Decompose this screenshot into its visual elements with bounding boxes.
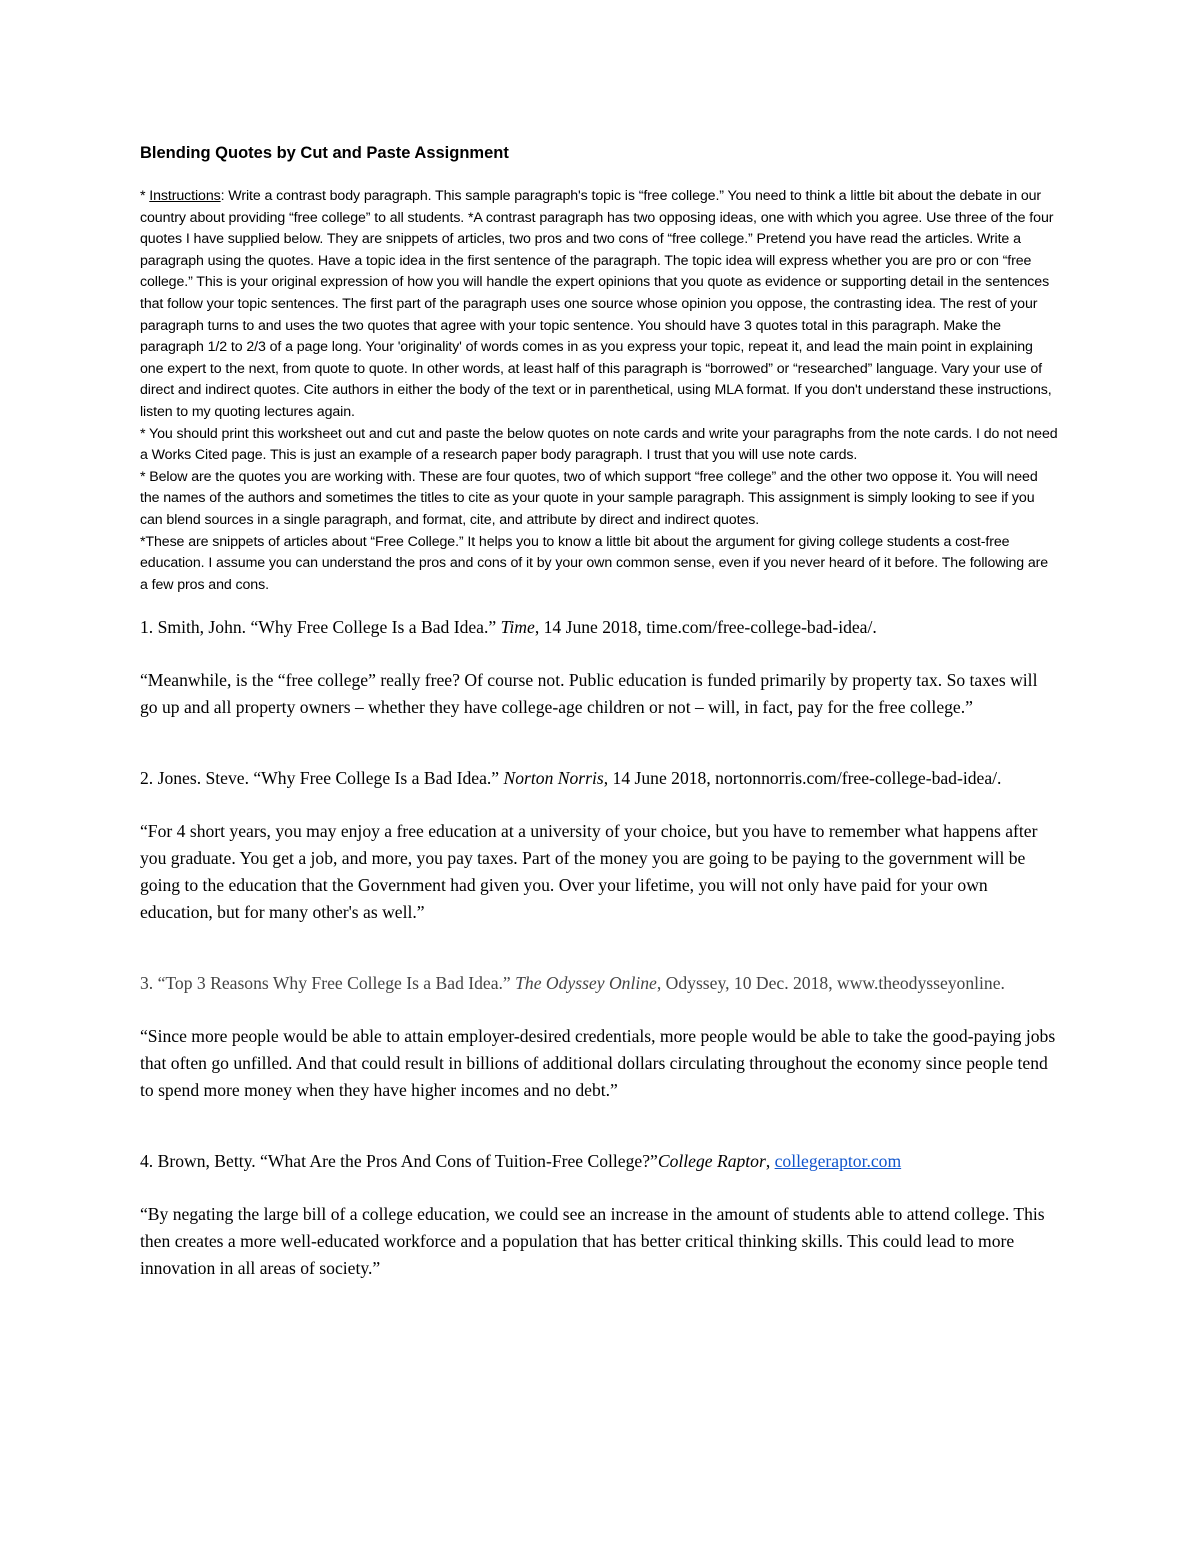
document-title: Blending Quotes by Cut and Paste Assignment bbox=[140, 144, 509, 162]
source-citation bbox=[140, 970, 1058, 997]
instructions-label: Instructions bbox=[149, 188, 221, 204]
source-item-2 bbox=[140, 765, 1058, 926]
source-citation bbox=[140, 614, 1058, 641]
citation-text: 2. Jones. Steve. “Why Free College Is a Bad Idea.” bbox=[140, 768, 504, 789]
document-page bbox=[140, 140, 1058, 1307]
source-citation bbox=[140, 1148, 1058, 1175]
source-quote: “Since more people would be able to attain employer-desired credentials, more people would be able to take the good-paying jobs that often go unfilled. And that could result in billions of additional dollars circulating throughout the economy since people tend to spend more money when they have higher incomes and no debt.” bbox=[140, 1026, 1056, 1101]
note-cards-paragraph: * You should print this worksheet out and cut and paste the below quotes on note cards and write your paragraphs from the note cards. I do not need a Works Cited page. This is just an example of a research paper body paragraph. I trust that you will use note cards. bbox=[140, 425, 1058, 464]
source-item-4 bbox=[140, 1148, 1058, 1282]
citation-text: 4. Brown, Betty. “What Are the Pros And Cons of Tuition-Free College?” bbox=[140, 1151, 658, 1172]
citation-text: 3. “Top 3 Reasons Why Free College Is a Bad Idea.” bbox=[140, 973, 516, 994]
instructions-section bbox=[140, 186, 1058, 596]
citation-publication: College Raptor bbox=[657, 1151, 766, 1172]
instructions-paragraph bbox=[140, 186, 1058, 424]
citation-details: , Odyssey, 10 Dec. 2018, www.theodysseyonline. bbox=[656, 973, 1005, 994]
source-quote: “By negating the large bill of a college education, we could see an increase in the amount of students able to attend college. This then creates a more well-educated workforce and a population that has better critical thinking skills. This could lead to more innovation in all areas of society.” bbox=[140, 1204, 1045, 1279]
instructions-text: : Write a contrast body paragraph. This sample paragraph's topic is “free college.” You need to think a little bit about the debate in our country about providing “free college” to all students. *A contrast paragraph has two opposing ideas, one with which you agree. Use three of the four quotes I have supplied below. They are snippets of articles, two pros and two cons of “free college.” Pretend you have read the articles. Write a paragraph using the quotes. Have a topic idea in the first sentence of the paragraph. The topic idea will express whether you are pro or con “free college.” This is your original expression of how you will handle the expert opinions that you quote as evidence or supporting detail in the sentences that follow your topic sentences. The first part of the paragraph uses one source whose opinion you oppose, the contrasting idea. The rest of your paragraph turns to and uses the two quotes that agree with your topic sentence. You should have 3 quotes total in this paragraph. Make the paragraph 1/2 to 2/3 of a page long. Your 'originality' of words comes in as you express your topic, repeat it, and lead the main point in explaining one expert to the next, from quote to quote. In other words, at least half of this paragraph is “borrowed” or “researched” language. Vary your use of direct and indirect quotes. Cite authors in either the body of the text or in parenthetical, using MLA format. If you don't understand these instructions, listen to my quoting lectures again. bbox=[140, 188, 1054, 420]
source-quote: “Meanwhile, is the “free college” really free? Of course not. Public education is funded primarily by property tax. So taxes will go up and all property owners – whether they have college-age children or not – will, in fact, pay for the free college.” bbox=[140, 670, 1038, 718]
citation-details: , 14 June 2018, time.com/free-college-bad-idea/. bbox=[534, 617, 877, 638]
citation-details: , 14 June 2018, nortonnorris.com/free-college-bad-idea/. bbox=[603, 768, 1002, 789]
citation-text: 1. Smith, John. “Why Free College Is a Bad Idea.” bbox=[140, 617, 501, 638]
bullet-prefix: * bbox=[140, 188, 150, 204]
sources-section bbox=[140, 614, 1058, 1282]
collegeraptor-link[interactable]: collegeraptor.com bbox=[774, 1151, 902, 1172]
citation-publication: Norton Norris bbox=[503, 768, 604, 789]
source-quote: “For 4 short years, you may enjoy a free education at a university of your choice, but you have to remember what happens after you graduate. You get a job, and more, you pay taxes. Part of the money you are going to be paying to the government will be going to the education that the Government had given you. Over your lifetime, you will not only have paid for your own education, but for many other's as well.” bbox=[140, 821, 1038, 923]
source-item-3 bbox=[140, 970, 1058, 1104]
citation-publication: The Odyssey Online bbox=[515, 973, 657, 994]
source-item-1 bbox=[140, 614, 1058, 721]
source-citation bbox=[140, 765, 1058, 792]
citation-details: , bbox=[765, 1151, 775, 1172]
snippets-paragraph: *These are snippets of articles about “Free College.” It helps you to know a little bit about the argument for giving college students a cost-free education. I assume you can understand the pros and cons of it by your own common sense, even if you never heard of it before. The following are a few pros and cons. bbox=[140, 533, 1049, 593]
quotes-overview-paragraph: * Below are the quotes you are working with. These are four quotes, two of which support “free college” and the other two oppose it. You will need the names of the authors and sometimes the titles to cite as your quote in your sample paragraph. This assignment is simply looking to see if you can blend sources in a single paragraph, and format, cite, and attribute by direct and indirect quotes. bbox=[140, 468, 1038, 528]
citation-publication: Time bbox=[500, 617, 535, 638]
